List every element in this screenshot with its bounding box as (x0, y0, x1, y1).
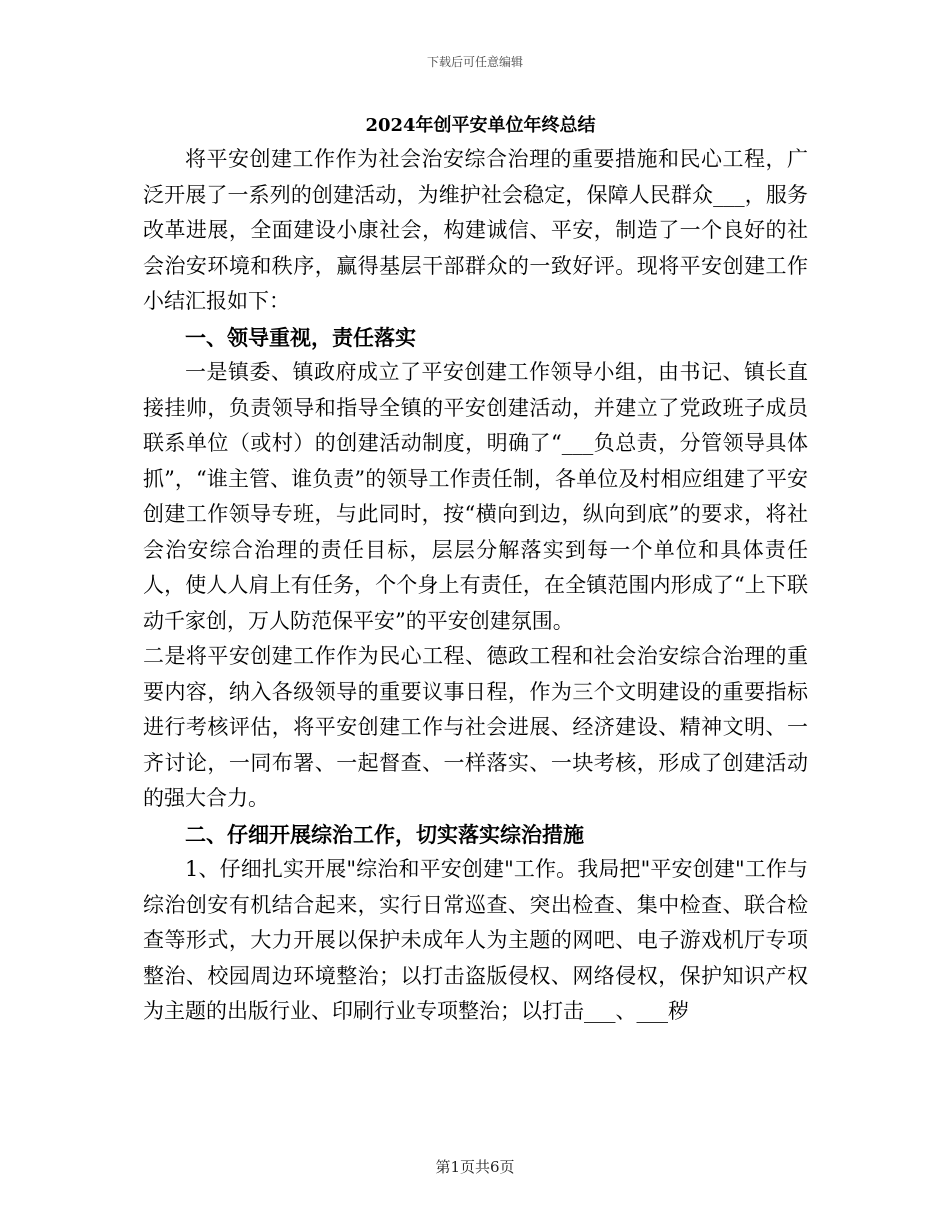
section-2-paragraph: 1、仔细扎实开展"综治和平安创建"工作。我局把"平安创建"工作与综治创安有机结合起来，实行日常巡查、突出检查、集中检查、联合检查等形式，大力开展以保护未成年人为主题的网吧、电子游戏机厅专项整治、校园周边环境整治；以打击盗版侵权、网络侵权，保护知识产权为主题的出版行业、印刷行业专项整治；以打击___、___秽 (143, 857, 808, 1023)
page-number: 第1页共6页 (435, 1158, 515, 1176)
intro-paragraph: 将平安创建工作作为社会治安综合治理的重要措施和民心工程，广泛开展了一系列的创建活动，为维护社会稳定，保障人民群众___，服务改革进展，全面建设小康社会，构建诚信、平安，制造了一个良好的社会治安环境和秩序，赢得基层干部群众的一致好评。现将平安创建工作小结汇报如下： (143, 147, 808, 313)
section-1-heading: 一、领导重视，责任落实 (185, 324, 416, 350)
section-2-heading: 二、仔细开展综治工作，切实落实综治措施 (185, 821, 584, 847)
section-1-paragraph-2: 二是将平安创建工作作为民心工程、德政工程和社会治安综合治理的重要内容，纳入各级领导的重要议事日程，作为三个文明建设的重要指标进行考核评估，将平安创建工作与社会进展、经济建设、精神文明、一齐讨论，一同布署、一起督查、一样落实、一块考核，形成了创建活动的强大合力。 (143, 644, 808, 810)
section-1-paragraph: 一是镇委、镇政府成立了平安创建工作领导小组，由书记、镇长直接挂帅，负责领导和指导全镇的平安创建活动，并建立了党政班子成员联系单位（或村）的创建活动制度，明确了“___负总责，分管领导具体抓”，“谁主管、谁负责”的领导工作责任制，各单位及村相应组建了平安创建工作领导专班，与此同时，按“横向到边，纵向到底”的要求，将社会治安综合治理的责任目标，层层分解落实到每一个单位和具体责任人，使人人肩上有任务，个个身上有责任，在全镇范围内形成了“上下联动千家创，万人防范保平安”的平安创建氛围。 (143, 360, 808, 633)
document-body (143, 112, 808, 1030)
document-title: 2024年创平安单位年终总结 (365, 115, 596, 136)
page-header-note: 下载后可任意编辑 (426, 55, 523, 69)
